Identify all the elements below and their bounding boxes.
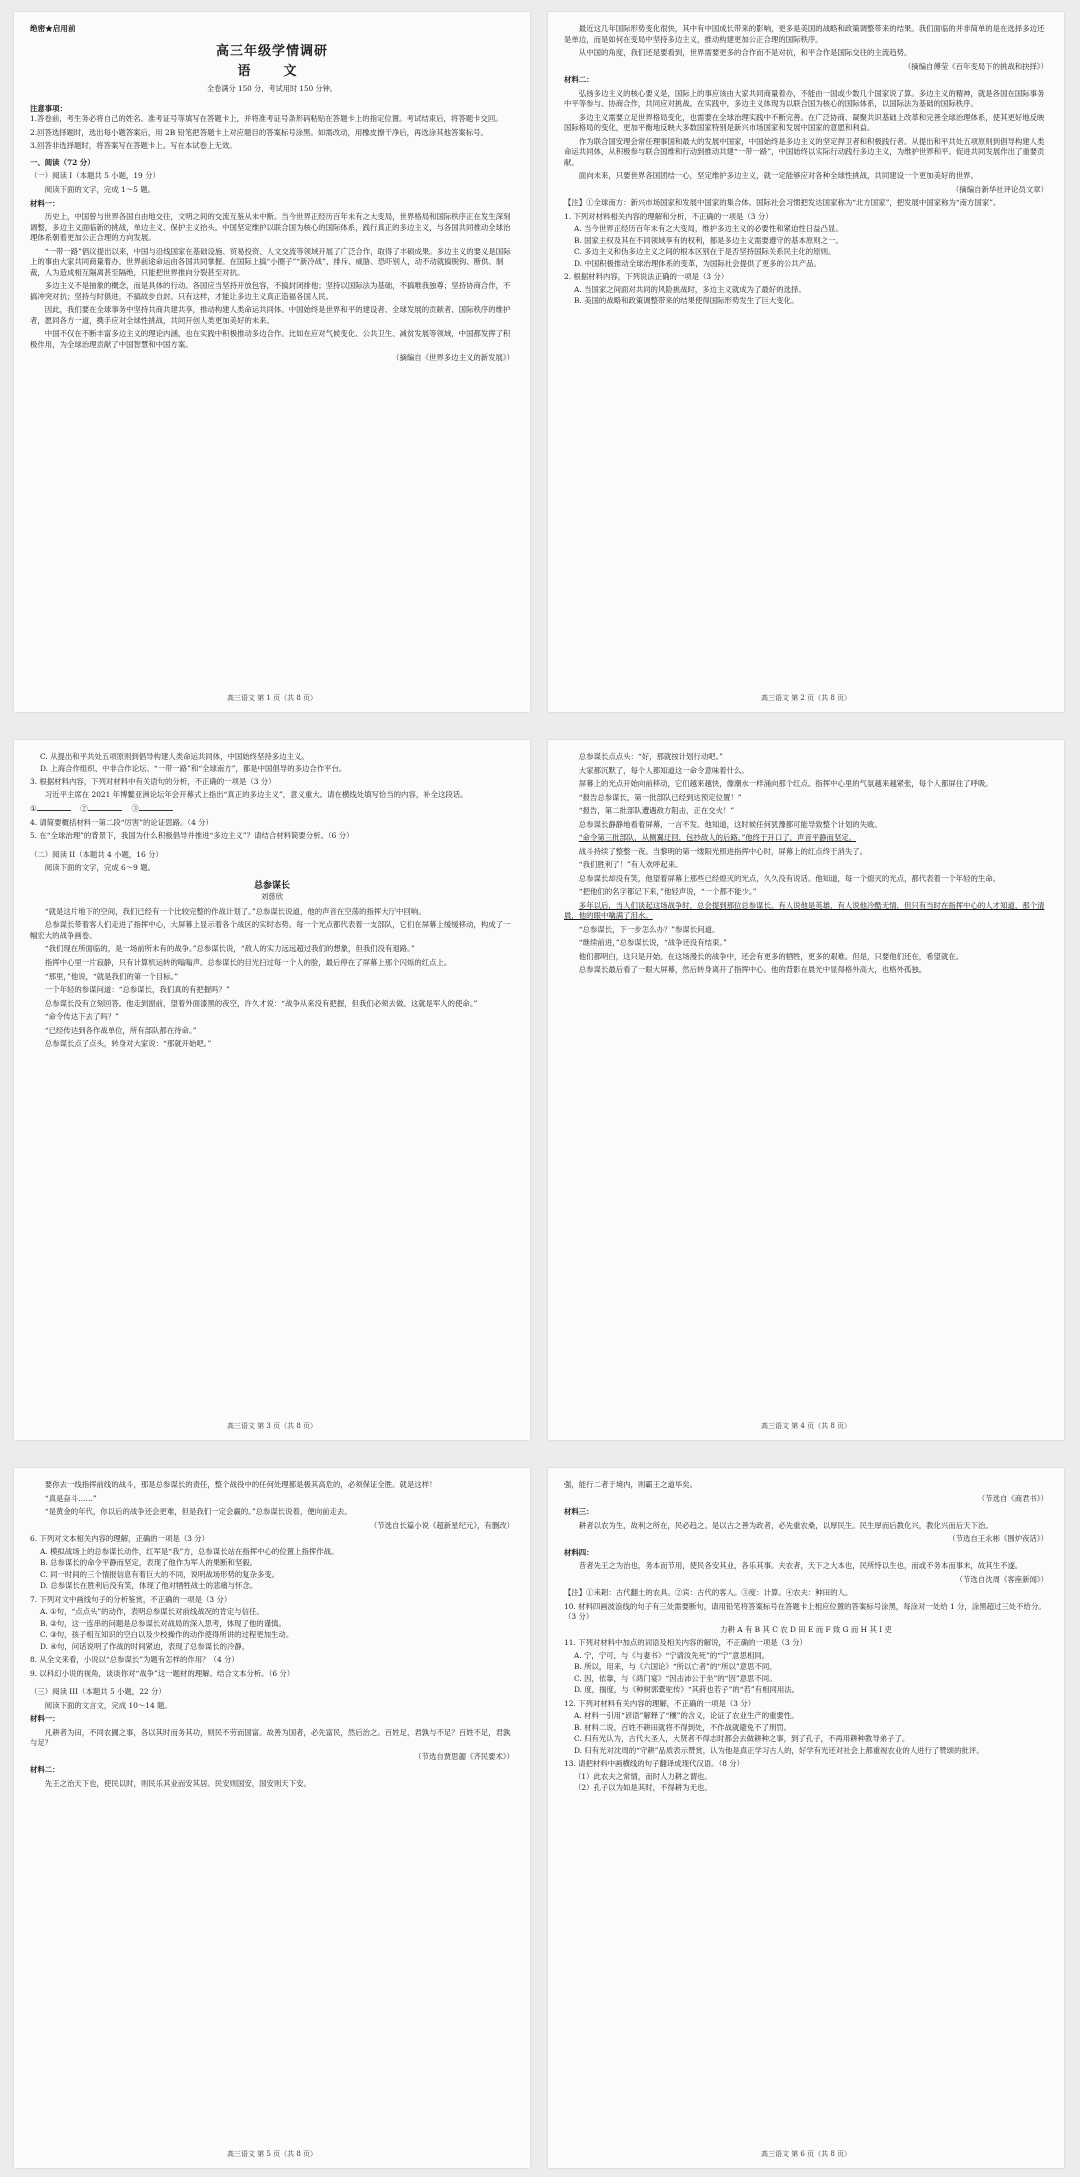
exam-title: 高三年级学情调研 — [215, 43, 328, 59]
translation-item: （2）孔子以为如是其时，不得耕为无也。 — [574, 1783, 712, 1793]
option: D. ④句，问话说明了作战的时间紧迫，表现了总参谋长的冷静。 — [40, 1641, 250, 1651]
option: D. 归有光对沈周的“守耕”品质表示赞赏，认为他是真正学习古人的，好学有光还对社会上都重视农业的人进行了赞颂的批评。 — [574, 1745, 984, 1755]
source-citation: （节选自沈周《客座新闻》） — [955, 1574, 1048, 1584]
source-citation: （摘编自傅莹《百年变局下的挑战和抉择》） — [903, 61, 1048, 71]
paragraph: “继续前进，”总参谋长说，“战争还没有结束。” — [578, 938, 727, 948]
question-13: 13. 请把材料中画横线的句子翻译成现代汉语。（8 分） — [564, 1759, 745, 1769]
option: B. 美国的战略和政策调整带来的结果使得国际形势发生了巨大变化。 — [574, 296, 799, 306]
page-5 — [14, 1468, 530, 2168]
paragraph: 要你去一线指挥前线的战斗，那是总参谋长的责任，整个战役中的任何处理都是极其高危的，必须保证全胜。就是这样！ — [44, 1480, 437, 1489]
source-citation: （节选自王永彬《围炉夜话》） — [948, 1534, 1048, 1544]
paragraph: 指挥中心里一片寂静，只有计算机运转的嗡嗡声。总参谋长的目光扫过每一个人的脸，最后停在了屏幕上那个闪烁的红点上。 — [44, 957, 452, 967]
page-footer: 高三语文 第 4 页（共 8 页） — [760, 1422, 852, 1431]
paragraph: 多边主义不是抽象的概念，而是具体的行动。各国应当坚持开放包容，不搞封闭排他；坚持以国际法为基础，不搞唯我独尊；坚持协商合作，不搞冲突对抗；坚持与时俱进，不搞故步自封。只有这样，才能让多边主义真正造福各国人民。 — [30, 281, 511, 301]
page-3 — [14, 740, 530, 1440]
paragraph: 屏幕上的光点开始向前移动，它们越来越快，像潮水一样涌向那个红点。指挥中心里的气氛越来越紧张，每个人都屏住了呼吸。 — [578, 779, 993, 789]
blank-line — [139, 803, 173, 811]
paragraph: “报告总参谋长，第一批部队已经到达预定位置！” — [578, 792, 742, 802]
notice-heading: 注意事项： — [30, 103, 67, 113]
page-1 — [14, 12, 530, 712]
source-citation: （节选自长篇小说《超新星纪元》，有删改） — [369, 1520, 514, 1530]
story-author: 刘慈欣 — [260, 892, 284, 902]
option: C. ③句，孩子相互知识的空白以及少校操作的动作使得所讲的过程更加生动。 — [40, 1630, 294, 1640]
notice-item: 3.回答非选择题时，将答案写在答题卡上。写在本试卷上无效。 — [30, 141, 237, 151]
blank-label: ② — [80, 804, 88, 814]
option: C. 从提出和平共处五项原则到倡导构建人类命运共同体，中国始终坚持多边主义。 — [40, 752, 309, 761]
paragraph: 作为联合国安理会常任理事国和最大的发展中国家，中国始终是多边主义的坚定捍卫者和积极践行者。从提出和平共处五项原则到倡导构建人类命运共同体，从积极参与联合国维和行动到推动共建“一带一路”，中国始终以实际行动践行多边主义，为维护世界和平、促进共同发展作出了重要贡献。 — [564, 136, 1045, 167]
paragraph: “已经传达到各作战单位，所有部队都在待命。” — [44, 1025, 197, 1035]
underlined-paragraph: 多年以后，当人们谈起这场战争时，总会提到那位总参谋长。有人说他是英雄，有人说他冷酷无情，但只有当时在指挥中心的人才知道，那个清晨，他的眼中噙满了泪水。 — [564, 900, 1045, 921]
question-8: 8. 从全文来看，小说以“总参谋长”为题有怎样的作用？（4 分） — [30, 1655, 239, 1665]
page-footer: 高三语文 第 5 页（共 8 页） — [226, 2150, 318, 2159]
classical-text: 强，能行二者于境内，则霸王之道毕矣。 — [564, 1480, 698, 1489]
paragraph: “我们现在所面临的，是一场前所未有的战争。”总参谋长说，“敌人的实力远远超过我们的想象，但我们没有退路。” — [44, 944, 415, 954]
material-label: 材料二： — [564, 75, 594, 85]
option: D. 总参谋长在胜利后没有笑，体现了他对牺牲战士的悲痛与怀念。 — [40, 1581, 258, 1591]
subject-title: 语 文 — [237, 64, 307, 80]
option: D. 中国积极推动全球治理体系的变革，为国际社会提供了更多的公共产品。 — [574, 258, 821, 268]
blank-label: ③ — [131, 804, 139, 814]
paragraph: “把他们的名字都记下来，”他轻声说，“一个都不能少。” — [578, 887, 757, 897]
question-10: 10. 材料四画波浪线的句子有三处需要断句，请用铅笔将答案标号在答题卡上相应位置的答案标号涂黑，每涂对一处给 1 分，涂黑超过三处不给分。（3 分） — [564, 1601, 1046, 1622]
blank-line — [37, 803, 71, 811]
blank-label: ① — [30, 804, 37, 814]
story-title: 总参谋长 — [253, 880, 290, 891]
question-text: 习近平主席在 2021 年博鳌亚洲论坛年会开幕式上指出“真正的多边主义”，意义重大。请在横线处填写恰当的内容，补全这段话。 — [44, 789, 468, 799]
question-5: 5. 在“全球治理”的背景下，我国为什么积极倡导并推进“多边主义”？请结合材料简要分析。（6 分） — [30, 831, 354, 841]
paragraph: 总参谋长却没有笑，他望着屏幕上那些已经熄灭的光点，久久没有说话。他知道，每一个熄灭的光点，都代表着一个年轻的生命。 — [578, 873, 1001, 883]
option: B. 总参谋长的命令平静而坚定，表现了他作为军人的果断和坚毅。 — [40, 1558, 258, 1568]
notice-item: 1.答卷前，考生务必将自己的姓名、准考证号等填写在答题卡上，并将准考证号条形码粘贴在答题卡上的指定位置。考试结束后，将答题卡交回。 — [30, 114, 503, 124]
material-label: 材料三： — [564, 1507, 594, 1517]
paragraph: “总参谋长，下一步怎么办？”参谋长问道。 — [578, 924, 720, 934]
sentence-break-text: 力耕 A 有 B 其 C 农 D 田 E 而 F 致 G 而 H 其 I 吏 — [720, 1624, 892, 1634]
paragraph: “是黄金的年代，你以后的战争还会更难，但是我们一定会赢的。”总参谋长说着，便向前走去。 — [44, 1507, 352, 1517]
option: A. ①句，“点点头”的动作，表明总参谋长对前线战况的肯定与信任。 — [40, 1607, 264, 1617]
option: B. 材料二说，百姓不耕田就将不得到处，不作战就避免不了刑罚。 — [574, 1722, 792, 1732]
paragraph: “就是这片地下的空间，我们已经有一个比较完整的作战计划了。”总参谋长说道，他的声音在空荡的指挥大厅中回响。 — [44, 906, 426, 916]
fill-blanks — [30, 803, 514, 815]
question-9: 9. 以科幻小说的视角，谈谈你对“战争”这一题材的理解。结合文本分析。（6 分） — [30, 1668, 295, 1678]
paragraph: 因此，我们要在全球事务中坚持共商共建共享，推动构建人类命运共同体。中国始终是世界和平的建设者、全球发展的贡献者、国际秩序的维护者，愿同各方一道，携手应对全球性挑战，共同开创人类更加美好的未来。 — [30, 305, 511, 325]
paragraph: 弘扬多边主义的核心要义是，国际上的事应该由大家共同商量着办，不能由一国或少数几个国家说了算。多边主义的精神，就是各国在国际事务中平等参与、协商合作，共同应对挑战。在实践中，多边主义体现为以联合国为核心的国际体系，以国际法为基础的国际秩序。 — [564, 88, 1045, 109]
page-4 — [548, 740, 1064, 1440]
paragraph: “报告，第二批部队遭遇敌方阻击，正在交火！” — [578, 806, 735, 816]
instruction: 阅读下面的文字，完成 6～9 题。 — [44, 863, 155, 873]
notice-item: 2.回答选择题时，选出每小题答案后，用 2B 铅笔把答题卡上对应题目的答案标号涂黑。如需改动，用橡皮擦干净后，再选涂其他答案标号。 — [30, 127, 488, 137]
classical-text: 耕者以农为生，故利之所在，民必趋之。是以古之善为政者，必先重农桑，以厚民生。民生厚而后教化兴，教化兴而后天下治。 — [578, 1520, 993, 1530]
classical-text: 凡耕者为田，不同农圃之事，各以其时而务其功，则民不劳而国富。故善为国者，必先富民，然后治之。百姓足，君孰与不足？百姓不足，君孰与足？ — [30, 1727, 511, 1748]
question-6: 6. 下列对文本相关内容的理解，正确的一项是（3 分） — [30, 1534, 210, 1544]
paragraph: 总参谋长没有立刻回答。他走到窗前，望着外面漆黑的夜空，许久才说：“战争从来没有把握，但我们必须去做。这就是军人的使命。” — [44, 998, 478, 1008]
source-citation: （摘编自新华社评论员文章） — [951, 184, 1048, 194]
option: B. ②句，这一连串的问题是总参谋长对战局的深入思考，体现了他的谨慎。 — [40, 1618, 286, 1628]
paragraph: 多边主义需要立足世界格局变化，也需要在全球治理实践中不断完善。在广泛协商、凝聚共识基础上改革和完善全球治理体系，使其更好地反映国际格局的变化，更加平衡地反映大多数国家特别是新兴市场国家和发展中国家的意愿和利益。 — [564, 112, 1045, 133]
option: B. 所以，用来，与《六国论》“所以亡者”的“所以”意思不同。 — [574, 1662, 777, 1672]
option: D. 上海合作组织、中非合作论坛、“一带一路”和“全球南方”，都是中国倡导的多边合作平台。 — [40, 763, 347, 773]
subsection-heading: （一）阅读 I（本题共 5 小题，19 分） — [30, 171, 160, 181]
classical-text: 昔者先王之为治也，务本而节用，使民各安其业，各乐其事。夫农者，天下之大本也，民所恃以生也，而或不务本而事末，故其生不遂。 — [578, 1561, 1023, 1571]
paragraph: 最近这几年国际形势变化很快，其中有中国成长带来的影响，更多是美国的战略和政策调整带来的结果。我们面临的并非简单的是在选择多边还是单边，而是如何在变局中坚持多边主义，推动构建更加公正合理的国际秩序。 — [564, 24, 1045, 44]
source-citation: （节选自贾思勰《齐民要术》） — [414, 1751, 514, 1761]
option: A. 材料一引用“谚语”解释了“穰”的含义，论证了农业生产的重要性。 — [574, 1711, 799, 1721]
paragraph: “命令传达下去了吗？” — [44, 1012, 119, 1022]
paragraph: 他们都明白，这只是开始。在这场漫长的战争中，还会有更多的牺牲，更多的艰难。但是，只要他们还在，希望就在。 — [578, 951, 964, 961]
option: C. 多边主义和伪多边主义之间的根本区别在于是否坚持国际关系民主化的原则。 — [574, 247, 836, 257]
section-heading: 一、阅读（72 分） — [30, 157, 95, 167]
material-label: 材料四： — [564, 1547, 594, 1557]
blank-line — [88, 803, 122, 811]
subsection-heading: （三）阅读 III（本题共 5 小题，22 分） — [30, 1687, 166, 1697]
subsection-heading: （二）阅读 II（本题共 4 小题，16 分） — [30, 849, 163, 859]
classical-text: 先王之治天下也，使民以时，则民乐其业而安其居。民安则国安，国安则天下安。 — [44, 1778, 311, 1788]
translation-item: （1）此农夫之常情，而时人力耕之谓也。 — [574, 1771, 712, 1781]
paragraph: 总参谋长点了点头，转身对大家说：“那就开始吧。” — [44, 1039, 212, 1049]
option: C. 因，依靠，与《鸿门宴》“因击沛公于坐”的“因”意思不同。 — [574, 1673, 777, 1683]
paragraph: 战斗持续了整整一夜。当黎明的第一缕阳光照进指挥中心时，屏幕上的红点终于消失了。 — [578, 846, 868, 856]
option: A. 模拟战场上的总参谋长动作，红军是“我”方，总参谋长站在指挥中心的位置上指挥作战。 — [40, 1546, 339, 1556]
paragraph: 总参谋长点点头：“好，那就按计划行动吧。” — [578, 752, 724, 761]
paragraph: 一个年轻的参谋问道：“总参谋长，我们真的有把握吗？” — [44, 985, 230, 995]
page-footer: 高三语文 第 1 页（共 8 页） — [226, 694, 318, 703]
page-2 — [548, 12, 1064, 712]
instruction: 阅读下面的文言文，完成 10～14 题。 — [44, 1700, 172, 1710]
material-label: 材料一： — [30, 198, 60, 208]
question-2: 2. 根据材料内容，下列说法正确的一项是（3 分） — [564, 272, 729, 282]
question-7: 7. 下列对文中画线句子的分析鉴赏，不正确的一项是（3 分） — [30, 1594, 232, 1604]
option: D. 度，揣度，与《种树郭橐驼传》“其莳也若子”的“若”有相同用法。 — [574, 1685, 800, 1695]
option: A. 宁，宁可，与《与妻书》“宁请汝先死”的“宁”意思相同。 — [574, 1650, 770, 1660]
paragraph: “真是奋斗……” — [44, 1493, 97, 1503]
material-label: 材料一： — [30, 1714, 60, 1724]
question-12: 12. 下列对材料有关内容的理解，不正确的一项是（3 分） — [564, 1698, 756, 1708]
material-label: 材料二： — [30, 1765, 60, 1775]
question-3: 3. 根据材料内容，下列对材料中有关语句的分析，不正确的一项是（3 分） — [30, 777, 276, 787]
footnote: 【注】①全球南方：新兴市场国家和发展中国家的集合体。国际社会习惯把发达国家称为“北方国家”，把发展中国家称为“南方国家”。 — [564, 198, 1001, 208]
instruction: 阅读下面的文字，完成 1～5 题。 — [44, 185, 155, 194]
option: A. 当今世界正经历百年未有之大变局，维护多边主义的必要性和紧迫性日益凸显。 — [574, 224, 843, 234]
paragraph: “那里，”他说，“就是我们的第一个目标。” — [44, 971, 179, 981]
question-11: 11. 下列对材料中加点的词语及相关内容的解说，不正确的一项是（3 分） — [564, 1638, 807, 1648]
paragraph: 大家都沉默了，每个人都知道这一命令意味着什么。 — [578, 765, 749, 775]
question-1: 1. 下列对材料相关内容的理解和分析，不正确的一项是（3 分） — [564, 211, 773, 221]
option: C. 同一时间的三个情报信息有着巨大的不同，说明战场形势的复杂多变。 — [40, 1569, 280, 1579]
paragraph: “一带一路”倡议提出以来，中国与沿线国家在基础设施、贸易投资、人文交流等领域开展了广泛合作，取得了丰硕成果。多边主义的要义是国际上的事由大家共同商量着办，世界前途命运由各国共同掌握。在国际上搞“小圈子”“新冷战”，排斥、威胁、恐吓别人，动不动就搞脱钩、断供、制裁，人为造成相互隔离甚至隔绝，只能把世界推向分裂甚至对抗。 — [30, 246, 511, 277]
source-citation: （节选自《商君书》） — [977, 1493, 1048, 1503]
paragraph: “我们胜利了！”有人欢呼起来。 — [578, 860, 683, 870]
paragraph: 从中国的角度，我们还是要看到，世界需要更多的合作而不是对抗，和平合作是国际交往的主流趋势。 — [578, 48, 912, 58]
option: A. 当国家之间面对共同的风险挑战时，多边主义就成为了最好的选择。 — [574, 284, 806, 294]
underlined-paragraph: “命令第三批部队，从侧翼迂回，包抄敌人的后路。”他终于开口了，声音平静而坚定。 — [578, 833, 857, 843]
paragraph: 中国不仅在不断丰富多边主义的理论内涵，也在实践中积极推动多边合作。比如在应对气候变化、公共卫生、减贫发展等领域，中国都发挥了积极作用，为全球治理贡献了中国智慧和中国方案。 — [30, 329, 511, 349]
paragraph: 历史上，中国曾与世界各国自由地交往，文明之间的交流互鉴从未中断。当今世界正经历百年未有之大变局，世界格局和国际秩序正在发生深刻调整，多边主义面临新的挑战，单边主义、保护主义抬头。中国坚定维护以联合国为核心的国际体系，践行真正的多边主义，与各国共同推动全球治理体系朝着更加公正合理的方向发展。 — [30, 212, 511, 243]
paragraph: 面向未来，只要世界各国团结一心，坚定维护多边主义，就一定能够应对各种全球性挑战，共同建设一个更加美好的世界。 — [578, 171, 978, 181]
question-4: 4. 请简要概括材料一第二段“厉害”的论证思路。（4 分） — [30, 817, 213, 827]
page-footer: 高三语文 第 3 页（共 8 页） — [226, 1422, 318, 1431]
page-footer: 高三语文 第 2 页（共 8 页） — [760, 694, 852, 703]
source-citation: （摘编自《世界多边主义的新发展》） — [392, 353, 514, 363]
exam-info: 全卷满分 150 分，考试用时 150 分钟。 — [206, 83, 337, 93]
option: B. 国家主权及其在不同领域享有的权利，都是多边主义需要遵守的基本原则之一。 — [574, 235, 843, 245]
paragraph: 总参谋长静静地看着屏幕，一言不发。他知道，这时候任何犹豫都可能导致整个计划的失败。 — [578, 819, 882, 829]
paragraph: 总参谋长最后看了一眼大屏幕，然后转身离开了指挥中心。他的背影在晨光中显得格外高大，也格外孤独。 — [578, 965, 927, 975]
option: C. 归有光认为，古代大圣人，大贤者不得志时都会去做耕种之事，到了孔子，不再用耕种教导弟子了。 — [574, 1734, 910, 1744]
secret-label: 绝密★启用前 — [30, 24, 76, 33]
paragraph: 总参谋长带着客人们走进了指挥中心，大屏幕上显示着各个战区的实时态势。每一个光点都代表着一支部队，它们在屏幕上缓缓移动，构成了一幅宏大的战争画卷。 — [30, 920, 511, 940]
page-footer: 高三语文 第 6 页（共 8 页） — [760, 2150, 852, 2159]
page-6 — [548, 1468, 1064, 2168]
footnote: 【注】①耒耜：古代翻土的农具。②宾：古代的客人。③度：计算。④农夫：种田的人。 — [564, 1588, 853, 1598]
